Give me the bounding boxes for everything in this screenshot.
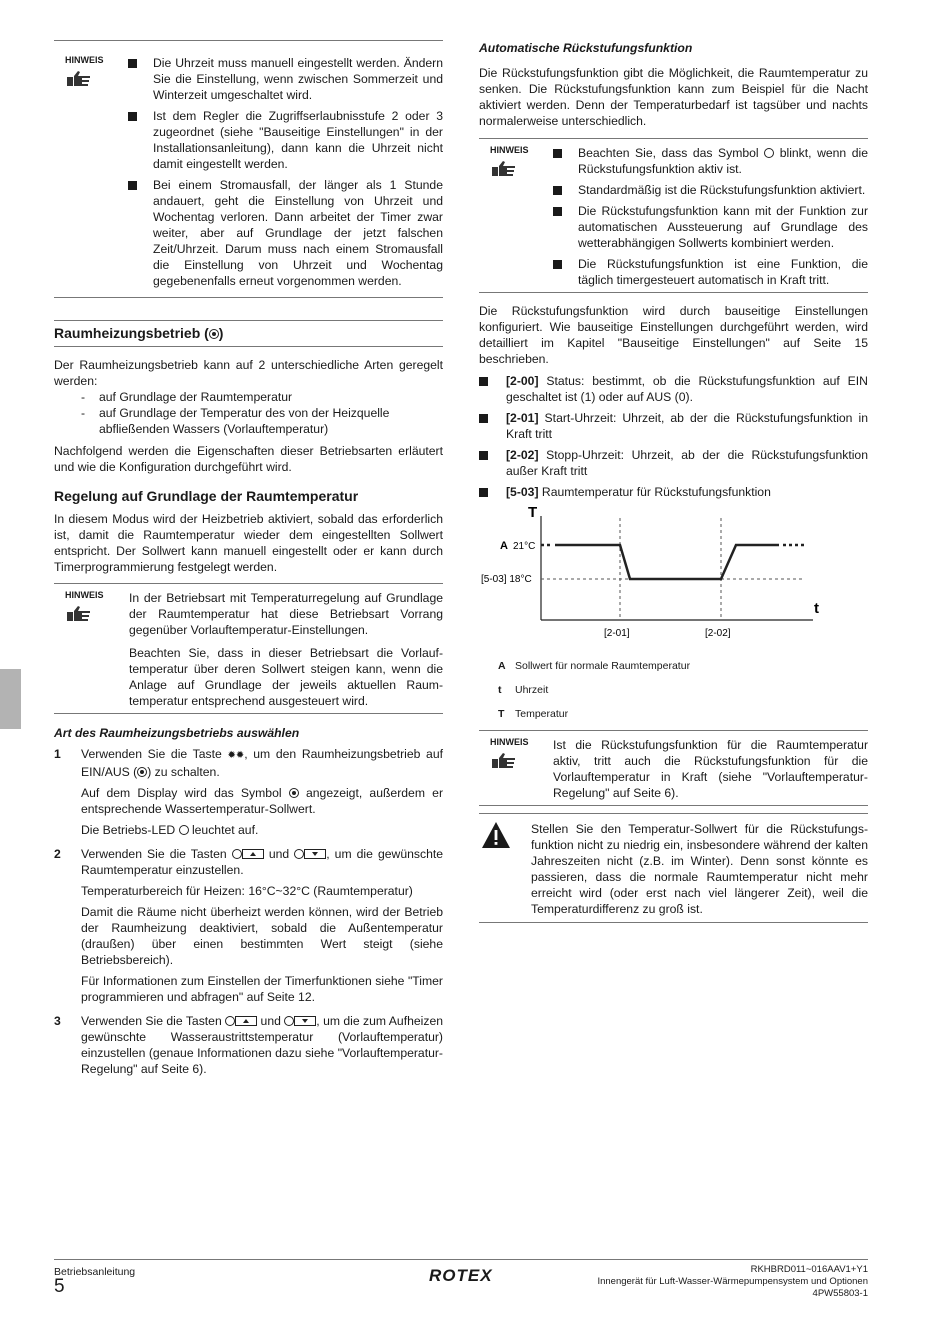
note-setback — [479, 138, 868, 293]
right-column — [479, 40, 868, 923]
heating-onoff-button-icon: ✹✹ — [227, 750, 245, 761]
warning-icon — [481, 821, 511, 849]
hinweis-label: HINWEIS — [490, 737, 529, 747]
list-item: Die Rückstufungsfunktion ist eine Funktion, die täglich timergesteuert automatisch in Kraft tritt. — [553, 256, 868, 288]
down-button-icon — [304, 849, 326, 859]
note-priority: HINWEIS In der Betriebsart mit Temperaturregelung auf Grundlage der Raumtemperatur hat diese Betriebsart Vorrang gegenüber Vorlauftemperatur-Einstellungen. Beachten Sie, dass in dieser Betriebsart die Vorlauftemperatur über deren Sollwert steigen kann, wenn die Anlage auf Grundlage der jeweils aktuellen Raumtemperatur entsprechend ausgesteuert wird. — [54, 583, 443, 714]
thermometer-icon — [232, 849, 242, 859]
pointing-hand-icon — [491, 752, 517, 770]
label-503: [5-03] 18°C — [481, 574, 532, 585]
list-item: Ist dem Regler die Zugriffserlaubnisstufe 2 oder 3 zugeordnet (siehe "Bauseitige Einstellungen" in der Installationsanleitung), dann kann die Uhrzeit nicht damit eingestellt werden. — [128, 108, 443, 172]
setback-title: Automatische Rückstufungsfunktion — [479, 41, 693, 55]
footer-product: Innengerät für Luft-Wasser-Wärmepumpensystem und Optionen — [597, 1276, 868, 1287]
up-button-icon — [242, 849, 264, 859]
down-button-icon — [294, 1016, 316, 1026]
space-heating-icon — [209, 329, 219, 339]
setback-symbol-icon — [764, 148, 774, 158]
footer-model: RKHBRD011~016AAV1+Y1 — [750, 1264, 868, 1275]
pointing-hand-icon — [66, 605, 92, 623]
chapter-tab-marker — [0, 669, 21, 729]
footer-doc-type: Betriebsanleitung — [54, 1266, 136, 1278]
note-clock — [54, 40, 443, 298]
water-temp-icon — [225, 1016, 235, 1026]
footer-rule — [54, 1259, 868, 1260]
graph-legend — [479, 658, 868, 722]
step-2: 2 Verwenden Sie die Tasten und , um die gewünschte Raumtemperatur einzustellen. Temperaturbereich für Heizen: 16°C~32°C (Raumtemperatur) Damit die Räume nicht überheizt werden können, wird der Betrieb der Raumheizung deaktiviert, sobald die Außentemperatur (draußen) über einen bestimmten Wert steigt (siehe Betriebsbereich). Für Informationen zum Einstellen der Timerfunktionen siehe "Timer programmieren und abfragen" auf Seite 12. — [54, 847, 444, 1004]
list-item: [2-00] Status: bestimmt, ob die Rückstufungsfunktion auf EIN geschaltet ist (1) oder auf AUS (0). — [479, 373, 868, 405]
list-item: Bei einem Stromausfall, der länger als 1 Stunde andauert, geht die Einstellung von Uhrzeit und Wochentag verloren. Dann arbeitet der Timer zwar weiter, aber auf Grundlage der jetzt falschen Zeit/Uhrzeit. Darum muss nach einem Stromausfall die Einstellung von Uhrzeit und Wochentag gegebenenfalls erneut vorgenommen werden. — [128, 177, 443, 289]
list-item: Standardmäßig ist die Rückstufungsfunktion aktiviert. — [553, 182, 868, 198]
left-column — [54, 40, 443, 1082]
water-temp-icon — [284, 1016, 294, 1026]
pointing-hand-icon — [66, 70, 92, 88]
temperature-curve — [555, 545, 779, 579]
subsection-title: Regelung auf Grundlage der Raumtemperatur — [54, 488, 359, 504]
led-icon — [179, 825, 189, 835]
heating-symbol-icon — [137, 767, 147, 777]
list-item: Die Uhrzeit muss manuell eingestellt werden. Ändern Sie die Einstellung, wenn zwischen Sommerzeit und Winterzeit umgeschaltet wird. — [128, 55, 443, 103]
hinweis-label: HINWEIS — [65, 55, 104, 65]
section-title-space-heating: Raumheizungsbetrieb ( ) — [54, 320, 443, 347]
legend-item: t Uhrzeit — [498, 684, 549, 696]
list-item: Die Rückstufungsfunktion kann mit der Funktion zur automatischen Aussteuerung auf Grundlage des wetterabhängigen Sollwerts kombiniert werden. — [553, 203, 868, 251]
hinweis-label: HINWEIS — [490, 145, 529, 155]
select-mode-title: Art des Raumheizungsbetriebs auswählen — [54, 726, 300, 740]
warning-box: Stellen Sie den Temperatur-Sollwert für die Rückstufungsfunktion nicht zu niedrig ein, insbesondere während der kalten Jahreszeiten nicht (z.B. im Winter). Denn sonst könnte es passieren, dass die normale Raumtemperatur nicht mehr erreicht wird (oder erst nach viel längerer Zeit), weil die Temperaturdifferenz zu groß ist. — [479, 813, 868, 923]
pointing-hand-icon — [491, 160, 517, 178]
settings-list — [479, 373, 868, 500]
label-a: A — [500, 540, 508, 552]
label-201: [2-01] — [604, 628, 630, 639]
list-item: - auf Grundlage der Temperatur des von der Heizquelle abfließenden Wassers (Vorlauftemperatur) — [81, 406, 390, 436]
intro-text: Der Raumheizungsbetrieb kann auf 2 unterschiedliche Arten geregelt werden: — [54, 358, 443, 388]
thermometer-icon — [294, 849, 304, 859]
setback-intro: Die Rückstufungsfunktion gibt die Möglichkeit, die Raumtemperatur zu senken. Die Rückstufungsfunktion kann zum Beispiel für die Nacht aktiviert werden. Denn der Temperaturbedarf ist tagsüber und nachts normalerweise unterschiedlich. — [479, 66, 868, 128]
up-button-icon — [235, 1016, 257, 1026]
legend-item: T Temperatur — [498, 708, 569, 720]
step-1: 1 Verwenden Sie die Taste ✹✹, um den Raumheizungsbetrieb auf EIN/AUS ( ) zu schalten. Auf dem Display wird das Symbol angezeigt, außerdem er entsprechende Wassertemperatur-Sollwert. Die Betriebs-LED leuchtet auf. — [54, 747, 444, 837]
step-3: 3 Verwenden Sie die Tasten und , um die zum Aufheizen gewünschte Wasseraustrittstemperatur (Vorlauftemperatur) einzustellen (genaue Informationen dazu siehe "Vorlauftemperatur-Regelung" auf Seite 6). — [54, 1014, 444, 1076]
note-flow-temp: HINWEIS Ist die Rückstufungsfunktion für die Raumtemperatur aktiv, tritt auch die Rückstufungsfunktion für die Vorlauftemperatur in Kraft (siehe "Vorlauftemperatur-Regelung" auf Seite 6). — [479, 730, 868, 806]
hinweis-label: HINWEIS — [65, 590, 104, 600]
footer-code: 4PW55803-1 — [812, 1288, 868, 1299]
footer-info — [597, 1264, 868, 1300]
followup-text: Nachfolgend werden die Eigenschaften dieser Betriebsarten erläutert und wie die Konfiguration durchgeführt wird. — [54, 444, 443, 474]
page-number: 5 — [54, 1276, 65, 1297]
x-axis-label: t — [814, 600, 819, 617]
mode-text: In diesem Modus wird der Heizbetrieb aktiviert, sobald das erforderlich ist, damit die Raumtemperatur wieder dem eingestellten Sollwert entspricht. Der Sollwert kann manuell eingestellt oder er kann durch Timerprogrammierung festgelegt werden. — [54, 512, 443, 574]
setback-graph — [479, 506, 868, 646]
list-item: [2-02] Stopp-Uhrzeit: Uhrzeit, ab der die Rückstufungsfunktion außer Kraft tritt — [479, 447, 868, 479]
list-item: - auf Grundlage der Raumtemperatur — [81, 390, 293, 404]
label-a-temp: 21°C — [513, 541, 536, 552]
label-202: [2-02] — [705, 628, 731, 639]
list-item: [2-01] Start-Uhrzeit: Uhrzeit, ab der die Rückstufungsfunktion in Kraft tritt — [479, 410, 868, 442]
brand-logo: ROTEX — [429, 1266, 493, 1285]
y-axis-label: T — [528, 506, 538, 521]
list-item: [5-03] Raumtemperatur für Rückstufungsfunktion — [479, 484, 868, 500]
heating-symbol-icon — [289, 788, 299, 798]
config-text: Die Rückstufungsfunktion wird durch bauseitige Einstellungen konfiguriert. Wie bauseitige Einstellungen durchgeführt werden, wird detailliert im Kapitel "Bauseitige Einstellungen" auf Seite 15 beschrieben. — [479, 304, 868, 366]
legend-item: A Sollwert für normale Raumtemperatur — [498, 660, 691, 672]
list-item: Beachten Sie, dass das Symbol blinkt, wenn die Rückstufungsfunktion aktiv ist. — [553, 145, 868, 177]
